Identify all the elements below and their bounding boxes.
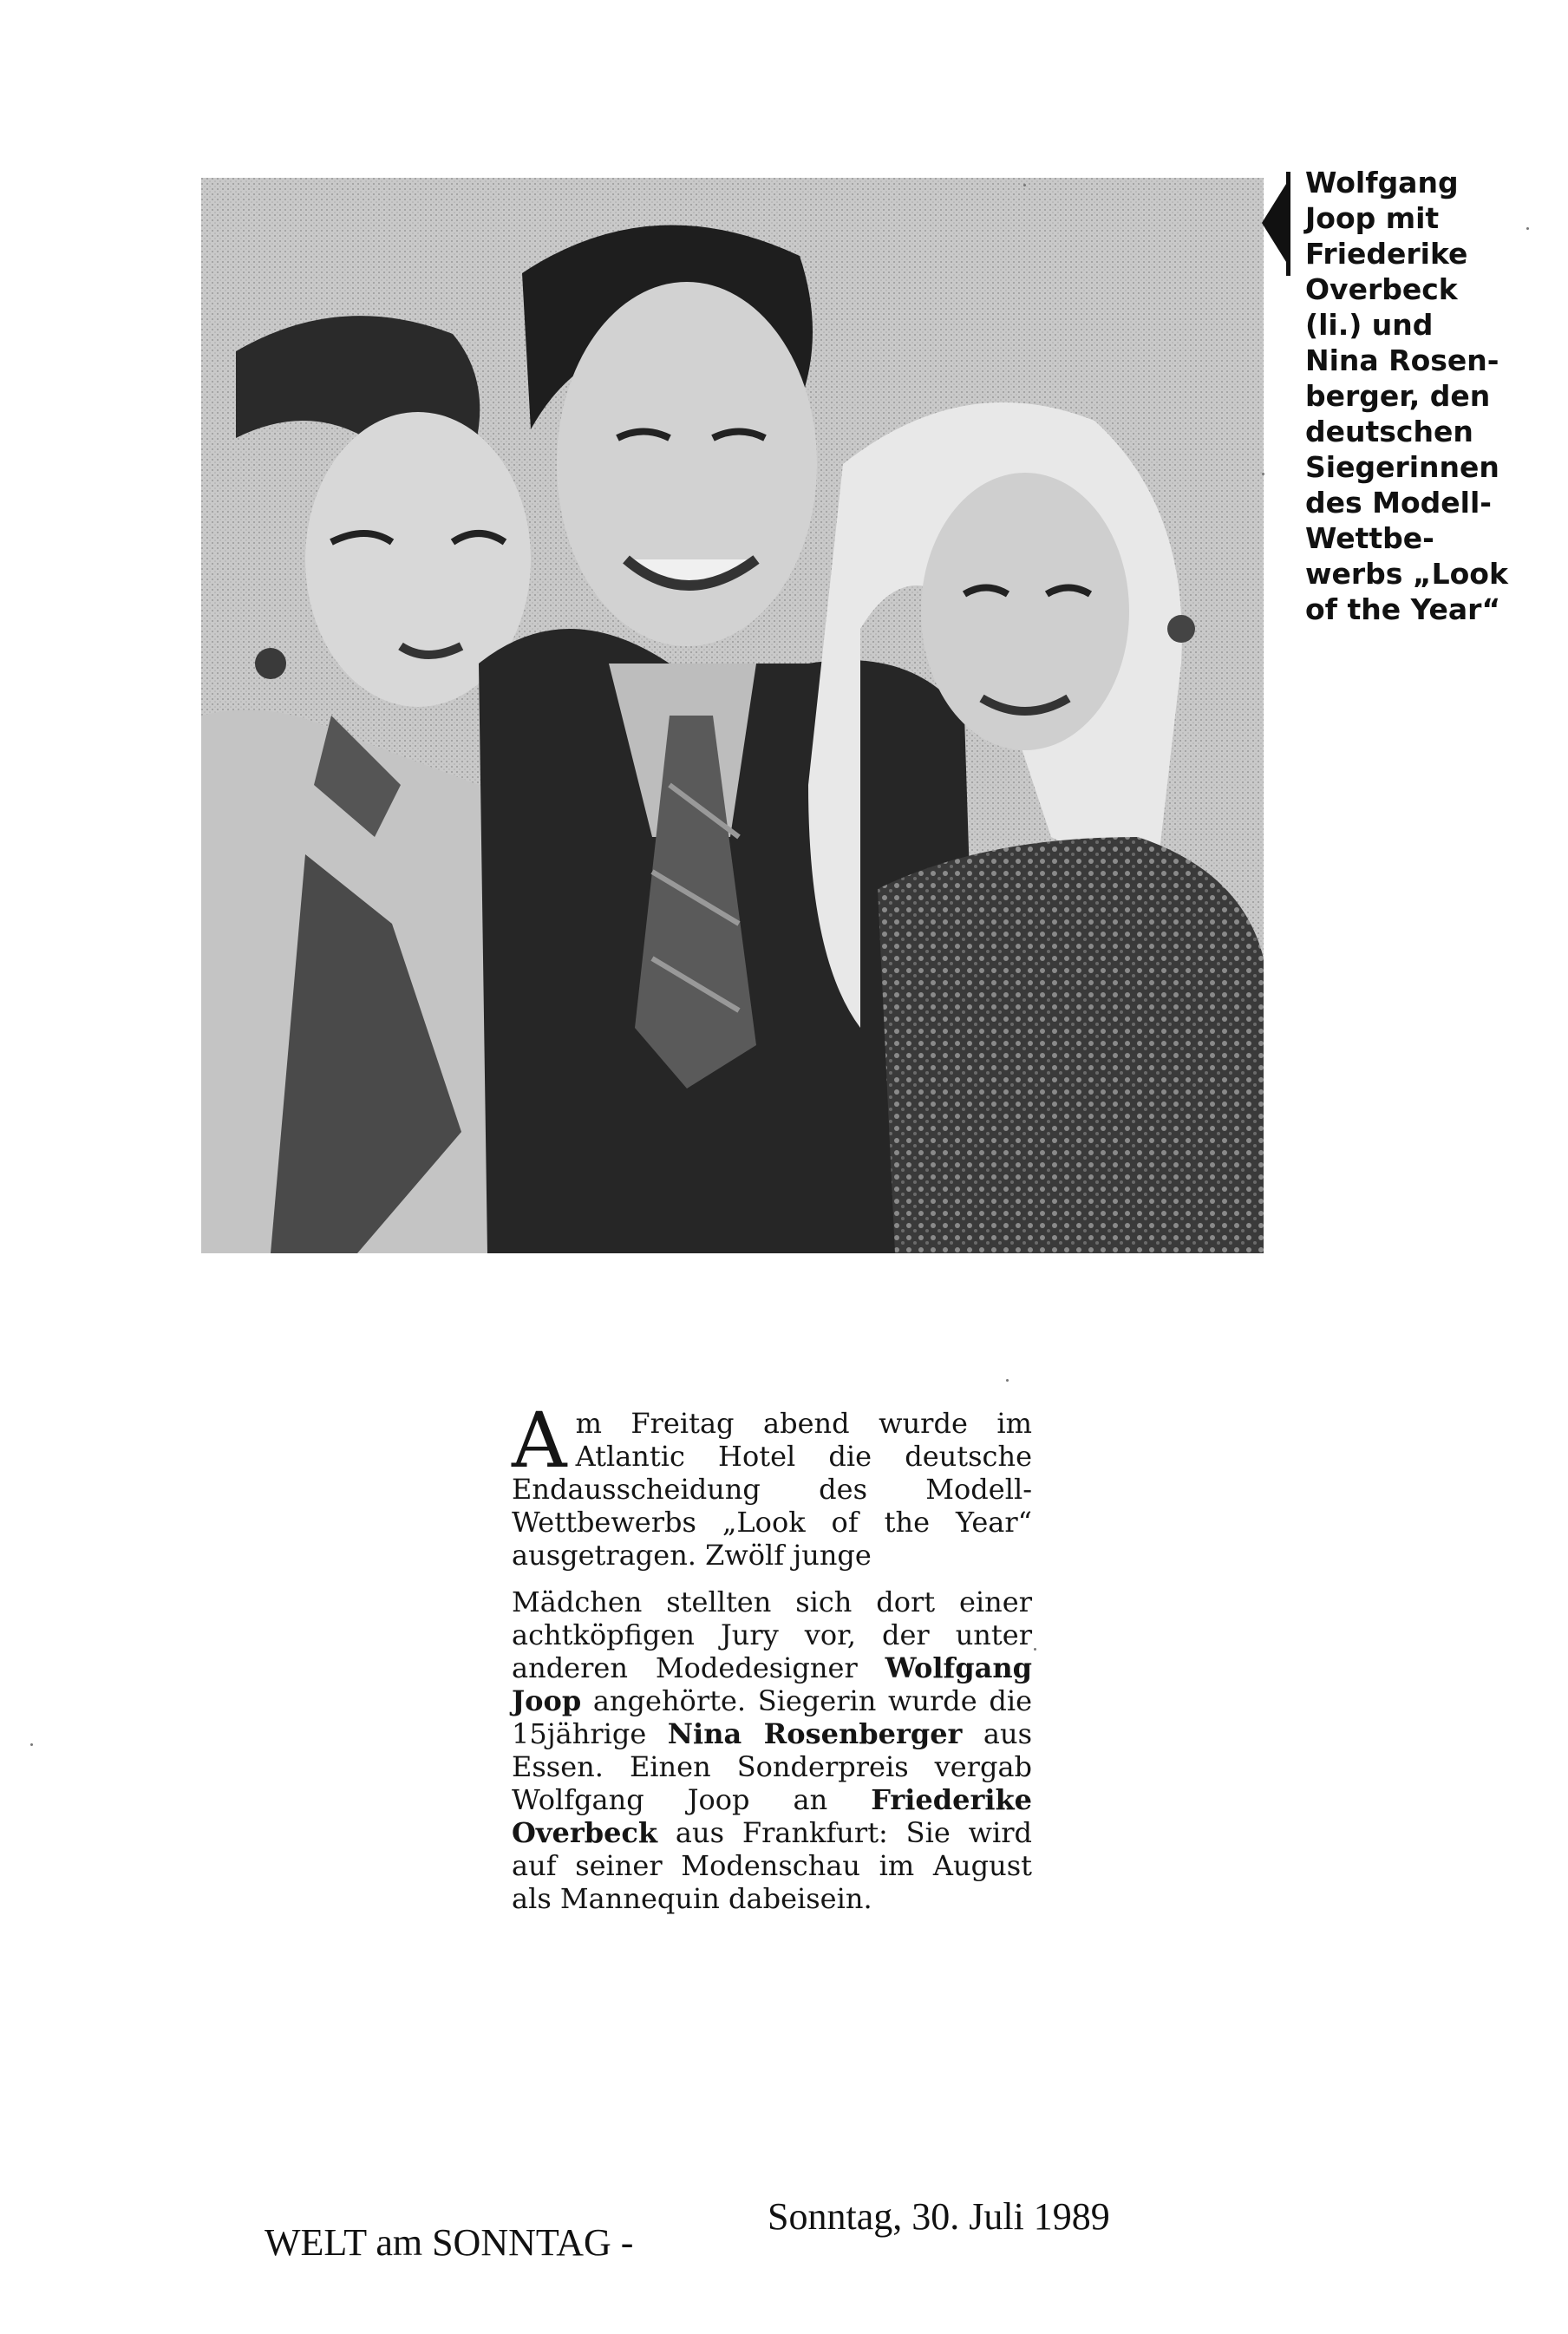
caption-line: (li.) und	[1305, 308, 1434, 342]
photo-illustration	[201, 178, 1264, 1253]
caption-line: Joop mit	[1305, 201, 1440, 235]
scan-speck	[1526, 227, 1529, 230]
article-text: Mädchen stellten sich dort einer achtköpfigen Jury vor, der unter anderen Modedesigner	[512, 1585, 1032, 1684]
scan-speck	[1023, 184, 1026, 186]
caption-line: deutschen	[1305, 415, 1473, 448]
article-text: aus Frankfurt: Sie wird auf seiner Modenschau im August als Mannequin dabeisein.	[512, 1816, 1032, 1915]
caption-line: of the Year“	[1305, 592, 1501, 626]
newspaper-photo	[201, 178, 1264, 1253]
caption-line: Wolfgang	[1305, 166, 1459, 199]
caption-line: des Modell-	[1305, 486, 1492, 520]
newspaper-name: WELT am SONNTAG -	[265, 2221, 634, 2264]
caption-bar	[1286, 172, 1290, 276]
caption-line: werbs „Look	[1305, 557, 1508, 591]
person-name: Friederike Overbeck	[512, 1783, 1032, 1849]
scan-speck	[1034, 1648, 1036, 1651]
caption-line: Overbeck	[1305, 272, 1458, 306]
caption-line: berger, den	[1305, 379, 1491, 413]
caption-line: Friederike	[1305, 237, 1468, 271]
scan-speck	[30, 1743, 33, 1746]
article-body	[512, 1396, 1033, 1929]
caption-line: Siegerinnen	[1305, 450, 1499, 484]
scan-speck	[1262, 473, 1264, 475]
article-text: m Freitag abend wurde im Atlantic Hotel die deutsche Endausscheidung des Modell-Wettbewerbs „Look of the Year“ ausgetragen. Zwölf junge	[512, 1407, 1032, 1572]
person-name: Wolfgang Joop	[512, 1651, 1032, 1717]
caption-arrow-icon	[1262, 184, 1286, 262]
caption-line: Wettbe-	[1305, 521, 1434, 555]
article-paragraph-2	[512, 1585, 1032, 1915]
article-paragraph-1	[512, 1396, 1032, 1572]
caption-line: Nina Rosen-	[1305, 343, 1499, 377]
article-text: aus Essen. Einen Sonderpreis vergab Wolfgang Joop an	[512, 1717, 1033, 1816]
publication-date: Sonntag, 30. Juli 1989	[768, 2195, 1110, 2238]
photo-caption	[1305, 165, 1557, 627]
article-text: angehörte. Siegerin wurde die 15jährige	[512, 1684, 1032, 1750]
drop-cap: A	[512, 1396, 567, 1485]
person-name: Nina Rosenberger	[667, 1717, 963, 1750]
scan-speck	[1006, 1379, 1009, 1382]
